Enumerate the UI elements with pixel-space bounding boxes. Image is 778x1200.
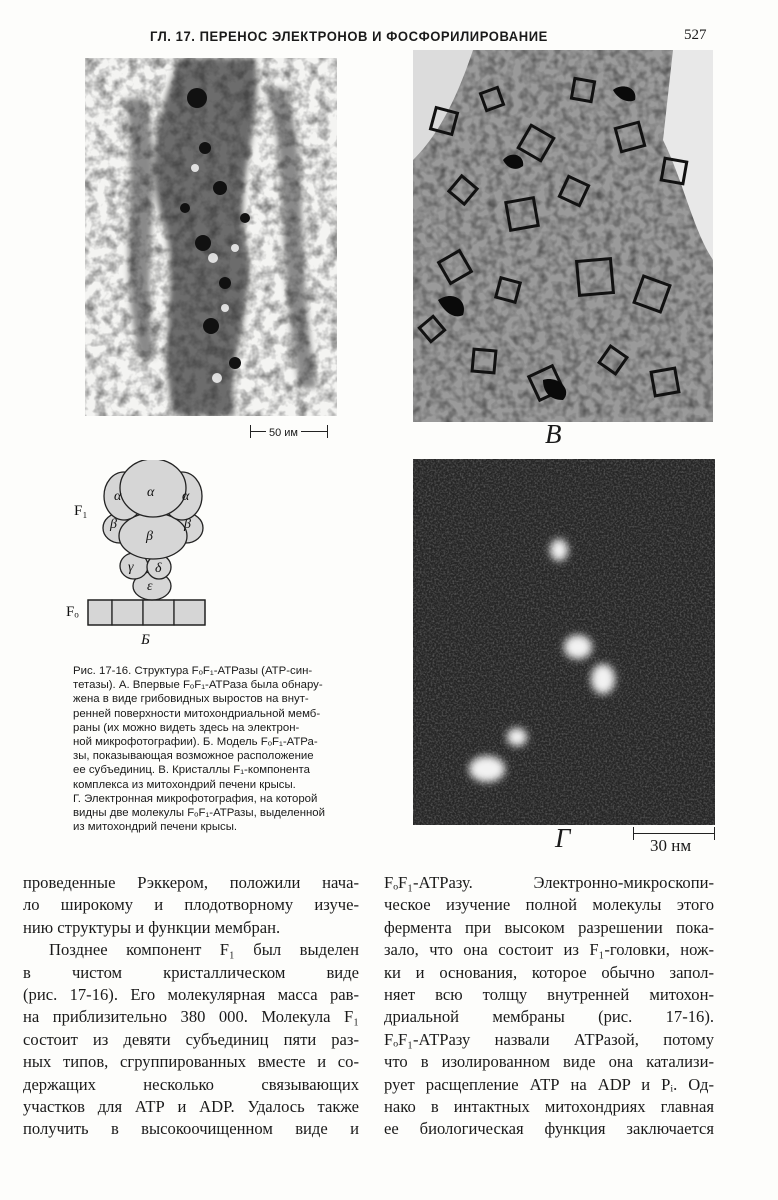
body-line: ческое изучение полной молекулы этого: [384, 895, 714, 915]
panel-letter-g: Г: [555, 823, 571, 853]
micrograph-g: [413, 459, 715, 825]
body-line: дриальной мембраны (рис. 17-16).: [384, 1007, 714, 1027]
scale-label-a: 50 им: [266, 427, 301, 439]
scale-bar-g: [634, 833, 714, 834]
caption-line: видны две молекулы FₒF₁-АТРазы, выделенной: [73, 807, 326, 820]
panel-letter-v: В: [545, 419, 562, 449]
caption-line: ренней поверхности митохондриальной мемб-: [73, 707, 321, 720]
running-head: ГЛ. 17. ПЕРЕНОС ЭЛЕКТРОНОВ И ФОСФОРИЛИРОВАНИЕ: [150, 28, 548, 44]
figure-caption: [73, 664, 361, 834]
micrograph-a: [85, 58, 337, 416]
atp-synthase-model-diagram: [62, 460, 222, 650]
body-line: ее биологическая функция заключается: [384, 1119, 714, 1139]
body-line: FₒF₁-АТРазу. Электронно-микроскопи-: [384, 873, 714, 892]
body-line: ных типов, сгруппированных вместе и со-: [23, 1052, 359, 1072]
caption-line: раны (их можно видеть здесь на электрон-: [73, 721, 300, 734]
body-line: (рис. 17-16). Его молекулярная масса рав-: [23, 985, 359, 1005]
body-left-column: [23, 872, 359, 1141]
body-line: зало, что она состоит из F₁-головки, нож-: [384, 940, 714, 960]
label-beta-left: β: [110, 517, 117, 532]
body-line: нию структуры и функции мембран.: [23, 917, 281, 937]
page-number: 527: [684, 27, 707, 43]
body-line: Позднее компонент F₁ был выделен: [49, 940, 359, 960]
body-line: состоит из девяти субъединиц пяти раз-: [23, 1029, 359, 1049]
label-epsilon: ε: [147, 579, 153, 594]
scale-label-g: 30 нм: [650, 836, 692, 855]
body-line: FₒF₁-АТРазу назвали АТРазой, потому: [384, 1029, 714, 1049]
body-line: что в изолированном виде она катализи-: [384, 1052, 714, 1072]
body-line: получить в высокоочищенном виде и: [23, 1119, 359, 1139]
body-line: ки и основания, которое обычно запол-: [384, 962, 714, 982]
caption-line: Г. Электронная микрофотография, на которой: [73, 792, 318, 805]
label-f1: F₁: [74, 503, 88, 519]
caption-line: ной микрофотографии). Б. Модель FₒF₁-АТРа-: [73, 736, 318, 749]
caption-line: из митохондрий печени крысы.: [73, 821, 238, 834]
label-gamma: γ: [128, 560, 134, 575]
caption-line: Рис. 17-16. Структура FₒF₁-АТРазы (АТР-син-: [73, 665, 313, 677]
body-line: нако в интактных митохондриях главная: [384, 1097, 714, 1117]
label-beta-right: β: [184, 517, 191, 532]
label-beta-center: β: [146, 529, 153, 544]
body-line: держащих несколько связывающих: [23, 1074, 359, 1094]
body-line: проведенные Рэккером, положили нача-: [23, 873, 359, 892]
label-alpha-right: α: [182, 489, 190, 504]
body-line: участков для АТР и ADP. Удалось также: [23, 1097, 359, 1117]
body-line: рует расщепление АТР на ADP и Pᵢ. Од-: [384, 1074, 714, 1094]
label-alpha-left: α: [114, 489, 122, 504]
body-line: няет всю толщу внутренней митохон-: [384, 985, 714, 1005]
panel-letter-b: Б: [141, 632, 150, 648]
caption-line: зы, показывающая возможное расположение: [73, 750, 314, 763]
body-line: в чистом кристаллическом виде: [23, 962, 359, 982]
micrograph-v-crystals: [413, 50, 713, 422]
caption-line: жена в виде грибовидных выростов на внут-: [73, 693, 309, 706]
caption-line: комплекса из митохондрий печени крысы.: [73, 778, 296, 791]
label-alpha-center: α: [147, 485, 155, 500]
label-delta: δ: [155, 561, 162, 576]
caption-line: ее субъединиц. В. Кристаллы F₁-компонента: [73, 764, 310, 777]
label-fo: Fₒ: [66, 604, 79, 620]
body-right-column: [384, 872, 714, 1141]
body-line: фермента при высоком разрешении пока-: [384, 917, 714, 937]
body-line: на приблизительно 380 000. Молекула F₁: [23, 1007, 359, 1027]
body-line: ло широкому и плодотворному изуче-: [23, 895, 359, 915]
caption-line: тетазы). А. Впервые FₒF₁-АТРаза была обнару-: [73, 679, 323, 692]
